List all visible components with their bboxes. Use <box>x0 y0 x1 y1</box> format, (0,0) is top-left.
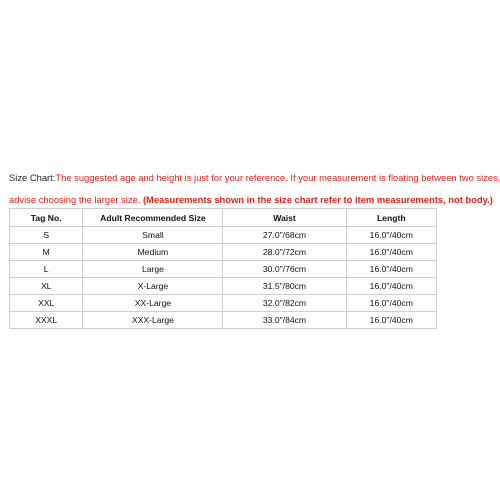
cell-waist: 33.0"/84cm <box>223 312 346 329</box>
header-tag-no: Tag No. <box>10 209 83 227</box>
cell-waist: 28.0"/72cm <box>223 244 346 261</box>
cell-waist: 27.0"/68cm <box>223 227 346 244</box>
size-chart-intro <box>9 167 500 211</box>
table-row <box>10 295 437 312</box>
cell-size: XX-Large <box>83 295 223 312</box>
intro-line-1 <box>9 167 500 189</box>
cell-tag: XXL <box>10 295 83 312</box>
cell-tag: M <box>10 244 83 261</box>
header-waist: Waist <box>223 209 346 227</box>
intro-text-line-2: advise choosing the larger size. <box>9 194 141 205</box>
cell-waist: 32.0"/82cm <box>223 295 346 312</box>
cell-length: 16.0"/40cm <box>346 295 436 312</box>
cell-tag: XXXL <box>10 312 83 329</box>
cell-waist: 31.5"/80cm <box>223 278 346 295</box>
cell-length: 16.0"/40cm <box>346 227 436 244</box>
cell-tag: S <box>10 227 83 244</box>
cell-length: 16.0"/40cm <box>346 244 436 261</box>
table-row <box>10 278 437 295</box>
size-chart-table <box>9 208 437 329</box>
cell-length: 16.0"/40cm <box>346 312 436 329</box>
table-row <box>10 227 437 244</box>
cell-tag: L <box>10 261 83 278</box>
table-row <box>10 244 437 261</box>
table-header-row <box>10 209 437 227</box>
header-length: Length <box>346 209 436 227</box>
cell-length: 16.0"/40cm <box>346 278 436 295</box>
size-chart-label: Size Chart: <box>9 172 56 183</box>
table-row <box>10 312 437 329</box>
cell-size: X-Large <box>83 278 223 295</box>
intro-text-line-1: The suggested age and height is just for your reference. If your measurement is floating between two sizes, <box>55 172 500 183</box>
cell-length: 16.0"/40cm <box>346 261 436 278</box>
table-row <box>10 261 437 278</box>
header-adult-size: Adult Recommended Size <box>83 209 223 227</box>
cell-size: Medium <box>83 244 223 261</box>
cell-size: Small <box>83 227 223 244</box>
cell-size: Large <box>83 261 223 278</box>
cell-size: XXX-Large <box>83 312 223 329</box>
cell-waist: 30.0"/76cm <box>223 261 346 278</box>
cell-tag: XL <box>10 278 83 295</box>
measurement-note: (Measurements shown in the size chart refer to item measurements, not body.) <box>142 194 493 205</box>
